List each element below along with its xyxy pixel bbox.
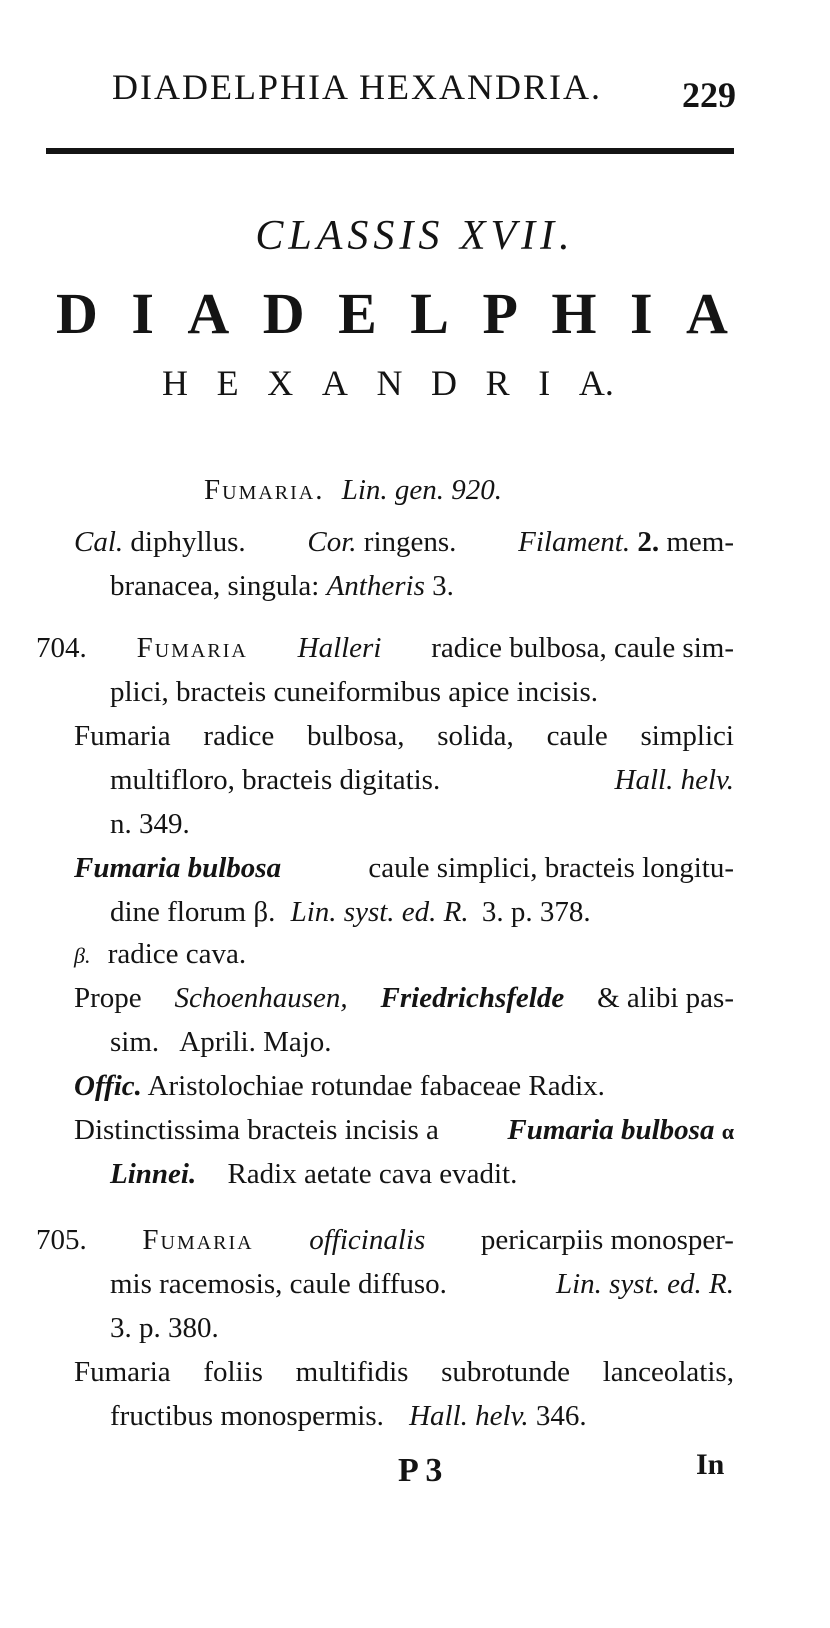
- habitat-place-friedrichsfelde: Friedrichsfelde: [380, 982, 565, 1014]
- species-704-synonym-1-line-2: [110, 760, 734, 800]
- order-title-letter: D: [431, 363, 458, 403]
- cor-label: Cor.: [307, 526, 357, 558]
- cor-text: ringens.: [363, 526, 457, 558]
- page-number: 229: [682, 75, 736, 115]
- species-704-synonym-2-page: 3. p. 378.: [481, 896, 591, 928]
- species-704-number: 704.: [36, 632, 87, 664]
- species-704-line-1: [36, 628, 734, 668]
- beta-marker: β.: [74, 943, 91, 968]
- order-title-letter: R: [485, 363, 510, 403]
- species-705-diagnosis-1: pericarpiis monosper-: [480, 1224, 734, 1256]
- running-head: DIADELPHIA HEXANDRIA.: [112, 67, 602, 107]
- note-linnei: Linnei.: [110, 1158, 197, 1190]
- species-705-synonym-line-1: [74, 1352, 734, 1392]
- class-title: [56, 280, 728, 347]
- order-title-letter: A: [321, 363, 348, 403]
- word: bulbosa,: [307, 720, 405, 752]
- habitat-place-schoenhausen: Schoenhausen,: [174, 982, 348, 1014]
- class-title-letter: A: [685, 281, 728, 346]
- word: subrotunde: [441, 1356, 571, 1388]
- order-title-letter: X: [267, 363, 294, 403]
- habitat-tail: & alibi pas-: [597, 982, 734, 1014]
- species-704-synonym-2-line-2: [110, 892, 591, 932]
- species-705-genus: Fumaria: [142, 1224, 254, 1256]
- species-705-synonym-author: Hall. helv.: [409, 1400, 529, 1432]
- genus-reference: Lin. gen. 920.: [341, 474, 503, 506]
- filament-label: Filament.: [518, 526, 631, 558]
- species-705-synonym-line-2: [110, 1396, 587, 1436]
- genus-character-line-2: [110, 566, 454, 606]
- note-text: Distinctissima bracteis incisis a: [74, 1114, 439, 1146]
- species-704-habitat-line-2: sim. Aprili. Majo.: [110, 1026, 332, 1058]
- species-704-synonym-2-text: caule simplici, bracteis longitu-: [368, 852, 734, 884]
- word: solida,: [437, 720, 514, 752]
- species-704-synonym-1-text: multifloro, bracteis digitatis.: [110, 764, 441, 796]
- offic-label: Offic.: [74, 1070, 142, 1102]
- catchword: In: [696, 1448, 725, 1481]
- species-704-variety-beta: [74, 934, 246, 976]
- word: caule: [546, 720, 608, 752]
- order-title-letter: N: [376, 363, 403, 403]
- species-704-officinal: [74, 1066, 605, 1106]
- genus-character-text: branacea, singula:: [110, 570, 320, 602]
- word: lanceolatis,: [602, 1356, 734, 1388]
- class-title-letter: I: [131, 281, 154, 346]
- genus-name: Fumaria.: [204, 474, 325, 506]
- cal-label: Cal.: [74, 526, 124, 558]
- word: radice: [203, 720, 275, 752]
- class-title-letter: D: [262, 281, 305, 346]
- order-title: [162, 362, 614, 404]
- word: simplici: [640, 720, 734, 752]
- filament-text: mem-: [666, 526, 734, 558]
- species-705-synonym-page: 346.: [535, 1400, 587, 1432]
- header-rule: [46, 148, 734, 154]
- species-704-diagnosis-1: radice bulbosa, caule sim-: [431, 632, 734, 664]
- species-705-number: 705.: [36, 1224, 87, 1256]
- class-title-letter: E: [338, 281, 377, 346]
- word: Fumaria: [74, 720, 171, 752]
- species-704-note-line-1: [74, 1110, 734, 1152]
- species-704-synonym-1-line-1: [74, 716, 734, 756]
- filament-number: 2.: [637, 526, 660, 558]
- classis-heading: CLASSIS XVII.: [255, 213, 575, 259]
- species-705-diagnosis-2: mis racemosis, caule diffuso.: [110, 1268, 447, 1300]
- genus-character-line-1: [74, 522, 734, 562]
- class-title-letter: H: [551, 281, 597, 346]
- species-704-habitat-line-1: [74, 978, 734, 1018]
- antheris-label: Antheris: [326, 570, 425, 602]
- species-704-synonym-1-author: Hall. helv.: [614, 764, 734, 796]
- species-705-epithet: officinalis: [309, 1224, 426, 1256]
- species-704-epithet: Halleri: [297, 632, 382, 664]
- note-alpha: α: [721, 1119, 734, 1144]
- habitat-prope: Prope: [74, 982, 142, 1014]
- offic-text: Aristolochiae rotundae fabaceae Radix.: [147, 1070, 605, 1102]
- species-704-synonym-2-line-1: [74, 848, 734, 888]
- class-title-letter: P: [482, 281, 518, 346]
- order-title-letter: E: [216, 363, 239, 403]
- beta-text: radice cava.: [107, 938, 247, 970]
- species-704-genus: Fumaria: [136, 632, 248, 664]
- word: Fumaria: [74, 1356, 171, 1388]
- word: multifidis: [295, 1356, 409, 1388]
- class-title-letter: I: [629, 281, 653, 346]
- species-704-synonym-1-line-3: n. 349.: [110, 808, 190, 840]
- species-704-synonym-2-tail: dine florum β.: [110, 896, 276, 928]
- species-705-synonym-text: fructibus monospermis.: [110, 1400, 384, 1432]
- signature-mark: P 3: [398, 1452, 443, 1489]
- order-title-letter: A.: [578, 363, 614, 403]
- cal-text: diphyllus.: [130, 526, 246, 558]
- order-title-letter: I: [538, 363, 551, 403]
- species-704-synonym-2-reference: Lin. syst. ed. R.: [290, 896, 469, 928]
- species-705-reference: Lin. syst. ed. R.: [555, 1268, 734, 1300]
- class-title-letter: A: [187, 281, 230, 346]
- note-radix: Radix aetate cava evadit.: [227, 1158, 518, 1190]
- species-705-line-2: [110, 1264, 734, 1304]
- antheris-number: 3.: [432, 570, 454, 602]
- class-title-letter: D: [56, 281, 98, 346]
- species-704-diagnosis-2: plici, bracteis cuneiformibus apice incisis.: [110, 676, 599, 708]
- note-species-name: Fumaria bulbosa: [507, 1114, 715, 1146]
- order-title-letter: H: [162, 363, 188, 403]
- genus-heading: [204, 470, 502, 510]
- species-704-note-line-2: [110, 1154, 517, 1194]
- species-705-line-3: 3. p. 380.: [110, 1312, 219, 1344]
- class-title-letter: L: [410, 281, 449, 346]
- species-704-synonym-2-name: Fumaria bulbosa: [74, 852, 282, 884]
- word: foliis: [203, 1356, 263, 1388]
- species-705-line-1: [36, 1220, 734, 1260]
